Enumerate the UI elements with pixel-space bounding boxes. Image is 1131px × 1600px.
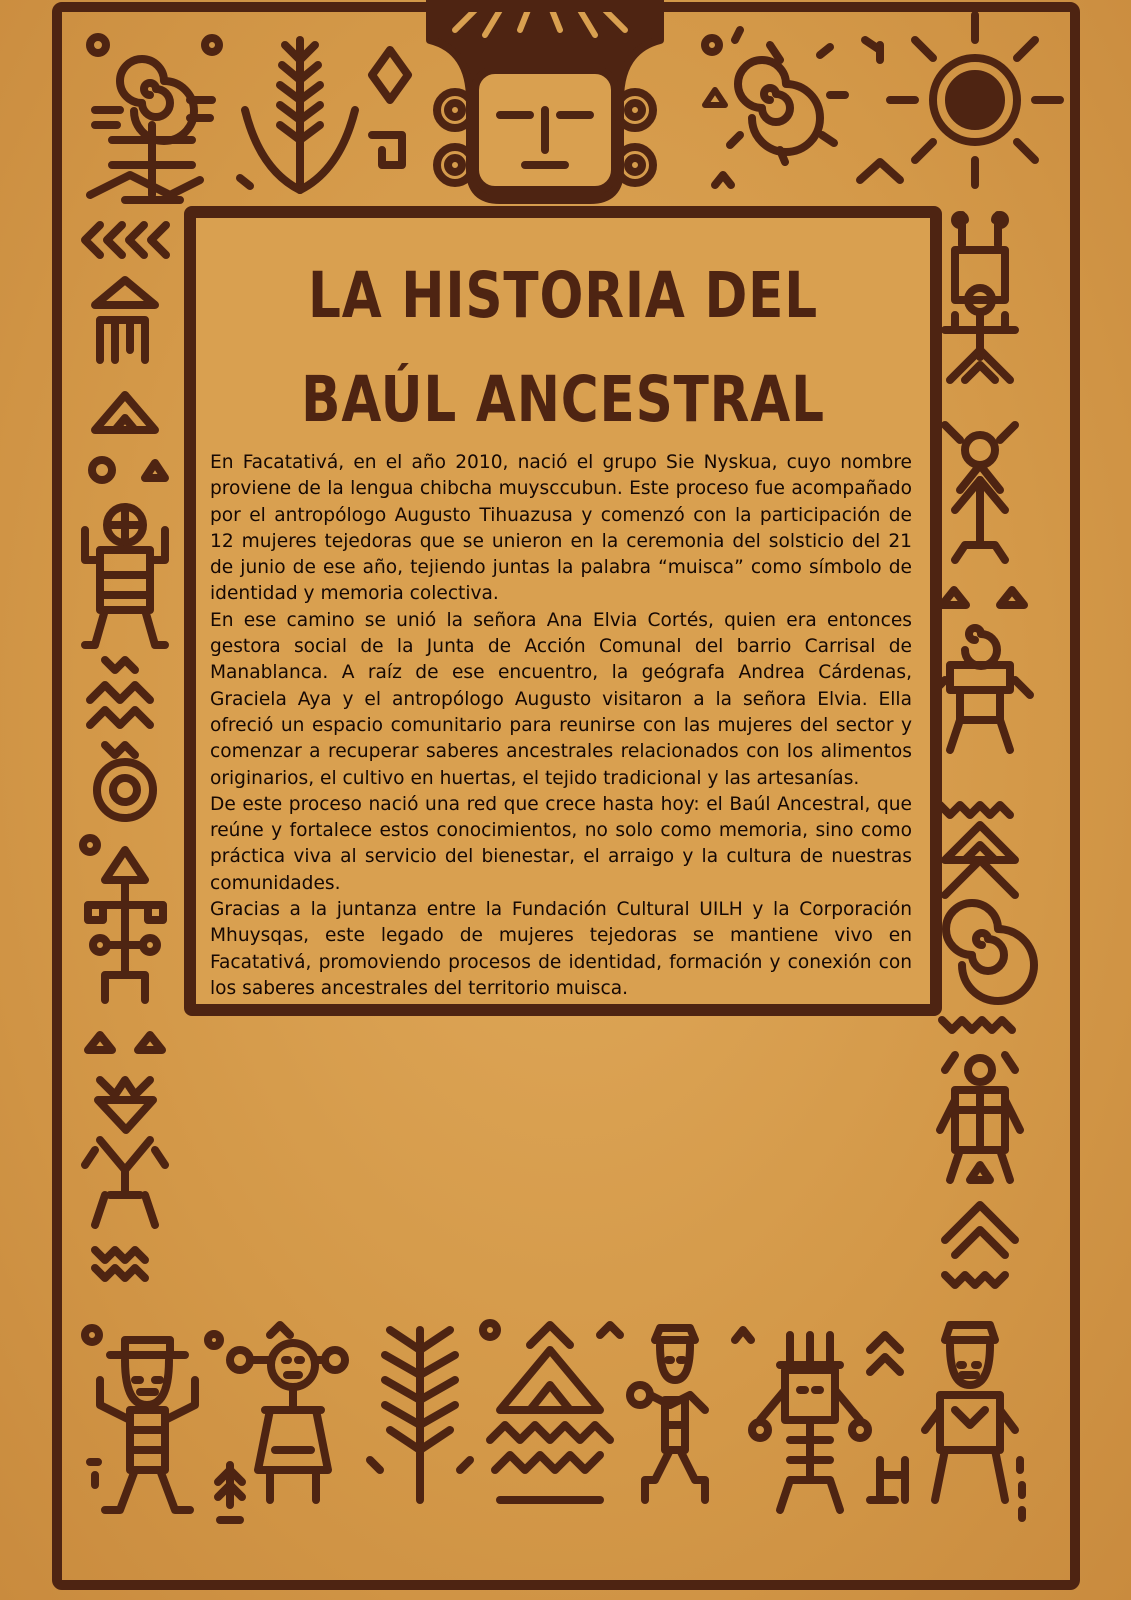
title-line-1: LA HISTORIA DEL xyxy=(307,259,819,332)
story-body xyxy=(210,450,912,1002)
paragraph-ana-elvia: En ese camino se unió la señora Ana Elvia Cortés, quien era entonces gestora social de la Junta de Acción Comunal del barrio Carrisal de Manablanca. A raíz de ese encuentro, la geógrafa Andrea Cárdenas, Graciela Aya y el antropólogo Augusto visitaron a la señora Elvia. Ella ofreció un espacio comunitario para reunirse con las mujeres del sector y comenzar a recuperar saberes ancestrales relacionados con los alimentos originarios, el cultivo en huertas, el tejido tradicional y las artesanías. xyxy=(210,609,912,789)
paragraph-juntanza: Gracias a la juntanza entre la Fundación Cultural UILH y la Corporación Mhuysqas, este legado de mujeres tejedoras se mantiene vivo en Facatativá, promoviendo procesos de identidad, formación y conexión con los saberes ancestrales del territorio muisca. xyxy=(210,899,912,999)
title-line-2: BAÚL ANCESTRAL xyxy=(301,363,825,436)
text-panel xyxy=(184,206,942,1016)
paragraph-origin: En Facatativá, en el año 2010, nació el grupo Sie Nyskua, cuyo nombre proviene de la lengua chibcha muysccubun. Este proceso fue acompañado por el antropólogo Augusto Tihuazusa y comenzó con la participación de 12 mujeres tejedoras que se unieron en la ceremonia del solsticio del 21 de junio de ese año, tejiendo juntas la palabra “muisca” como símbolo de identidad y memoria colectiva. xyxy=(210,452,912,605)
paragraph-baul-ancestral: De este proceso nació una red que crece hasta hoy: el Baúl Ancestral, que reúne y fortalece estos conocimientos, no solo como memoria, sino como práctica viva al servicio del bienestar, el arraigo y la cultura de nuestras comunidades. xyxy=(210,793,912,894)
